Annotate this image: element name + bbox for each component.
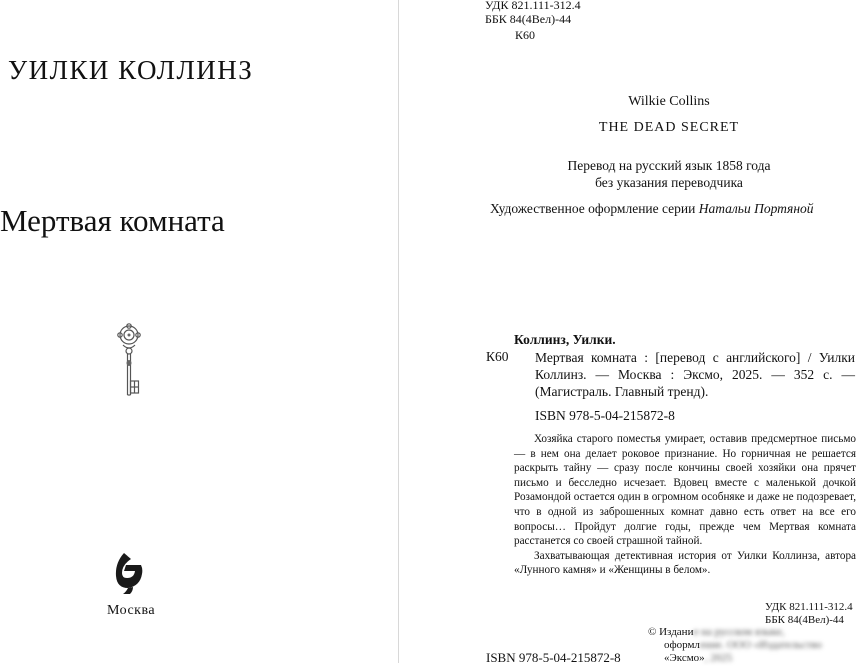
- eksmo-logo-icon: [114, 551, 146, 595]
- isbn-main: ISBN 978-5-04-215872-8: [535, 408, 675, 423]
- biblio-description: Мертвая комната : [перевод с английского] / Уилки Коллинз. — Москва : Эксмо, 2025. — 352 с. — (Магистраль. Главный тренд).: [535, 350, 855, 399]
- annotation-paragraph: Захватывающая детективная история от Уилки Коллинза, автора «Лунного камня» и «Женщины в белом».: [514, 549, 856, 577]
- translation-note-line2: без указания переводчика: [595, 175, 743, 190]
- udk-code-bottom: УДК 821.111-312.4: [765, 601, 853, 613]
- bbk-code-bottom: ББК 84(4Вел)-44: [765, 614, 844, 626]
- bbk-code-top: ББК 84(4Вел)-44: [485, 12, 572, 26]
- original-author: Wilkie Collins: [628, 94, 710, 109]
- isbn-bottom: ISBN 978-5-04-215872-8: [486, 650, 621, 665]
- ornate-key-icon: [112, 323, 146, 399]
- biblio-author-heading: Коллинз, Уилки.: [514, 332, 616, 347]
- design-artist-name: Натальи Портяной: [698, 201, 814, 216]
- copyright-line: «Эксмо», 2025: [664, 652, 733, 664]
- annotation: [514, 432, 856, 578]
- author-mark-top: К60: [515, 28, 536, 42]
- series-design-credit: [490, 201, 814, 217]
- copyright-notice: [648, 626, 857, 665]
- publisher-city: Москва: [107, 603, 156, 618]
- biblio-author-mark: К60: [486, 349, 509, 364]
- left-page: [0, 0, 398, 663]
- copyright-line: оформление. ООО «Издательство: [664, 639, 822, 651]
- design-credit-prefix: Художественное оформление серии: [490, 201, 696, 216]
- book-title: Мертвая комната: [0, 203, 225, 238]
- udk-code-top: УДК 821.111-312.4: [485, 0, 581, 12]
- original-title: THE DEAD SECRET: [598, 120, 740, 135]
- annotation-paragraph: Хозяйка старого поместья умирает, оставив предсмертное письмо — в нем она делает роковое признание. Но горничная не решается раскрыть тайну — сразу после кончины своей хозяйки она прячет письмо и бесследно исчезает. Вдовец вместе с маленькой дочкой Розамондой остается один в огромном особняке и даже не подозревает, что в одной из заброшенных комнат давно есть ответ на все его вопросы… Пройдут долгие годы, прежде чем Мертвая комната расстанется со своей страшной тайной.: [514, 433, 856, 548]
- right-page: [399, 0, 857, 663]
- copyright-line: © Издание на русском языке,: [648, 626, 785, 638]
- translation-note-line1: Перевод на русский язык 1858 года: [567, 158, 771, 173]
- book-author: УИЛКИ КОЛЛИНЗ: [8, 55, 254, 85]
